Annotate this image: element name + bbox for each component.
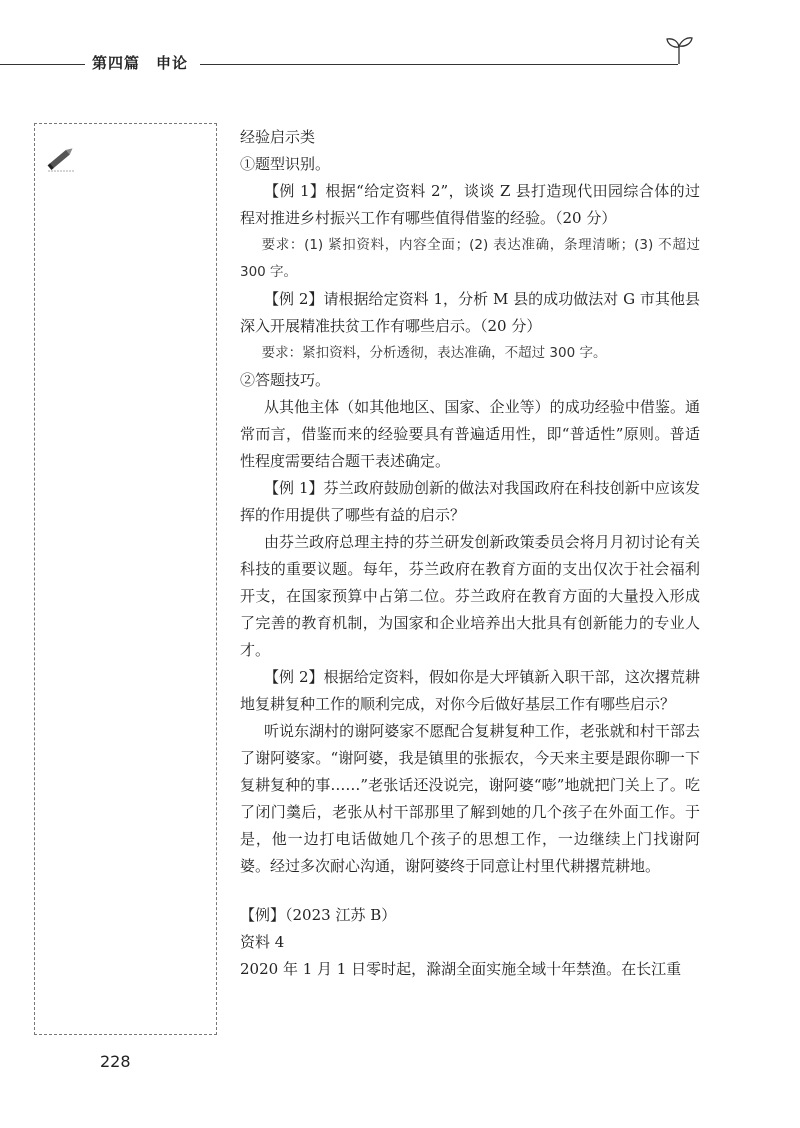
material-label: 资料 4 xyxy=(240,933,285,951)
example-paragraph: 【例 1】芬兰政府鼓励创新的做法对我国政府在科技创新中应该发挥的作用提供了哪些有益的启示？ xyxy=(240,479,700,524)
example-paragraph: 【例 2】根据给定资料，假如你是大坪镇新入职干部，这次撂荒耕地复耕复种工作的顺利完成，对你今后做好基层工作有哪些启示？ xyxy=(240,668,700,713)
example-paragraph: 【例 2】请根据给定资料 1，分析 M 县的成功做法对 G 市其他县深入开展精准扶贫工作有哪些启示。（20 分） xyxy=(240,290,700,335)
subheading-identification: ①题型识别。 xyxy=(240,155,331,173)
page-number: 228 xyxy=(100,1052,131,1071)
sprout-icon xyxy=(664,34,694,66)
header-rule-right xyxy=(200,64,678,65)
example-paragraph: 【例 1】根据“给定资料 2”，谈谈 Z 县打造现代田园综合体的过程对推进乡村振兴工作有哪些值得借鉴的经验。（20 分） xyxy=(240,182,700,227)
body-paragraph: 由芬兰政府总理主持的芬兰研发创新政策委员会将月月初讨论有关科技的重要议题。每年，芬兰政府在教育方面的支出仅次于社会福利开支，在国家预算中占第二位。芬兰政府在教育方面的大量投入形成了完善的教育机制，为国家和企业培养出大批具有创新能力的专业人才。 xyxy=(240,533,700,659)
section-title: 第四篇 申论 xyxy=(92,54,189,72)
body-paragraph: 听说东湖村的谢阿婆家不愿配合复耕复种工作，老张就和村干部去了谢阿婆家。“谢阿婆，我是镇里的张振农，今天来主要是跟你聊一下复耕复种的事……”老张话还没说完，谢阿婆“嘭”地就把门关上了。吃了闭门羹后，老张从村干部那里了解到她的几个孩子在外面工作。于是，他一边打电话做她几个孩子的思想工作，一边继续上门找谢阿婆。经过多次耐心沟通，谢阿婆终于同意让村里代耕撂荒耕地。 xyxy=(240,722,700,875)
requirements-text: 要求：(1) 紧扣资料，内容全面；(2) 表达准确，条理清晰；(3) 不超过 300 字。 xyxy=(240,237,700,280)
body-paragraph: 从其他主体（如其他地区、国家、企业等）的成功经验中借鉴。通常而言，借鉴而来的经验要具有普遍适用性，即“普适性”原则。普适性程度需要结合题干表述确定。 xyxy=(240,398,700,470)
category-heading: 经验启示类 xyxy=(240,128,316,146)
subheading-techniques: ②答题技巧。 xyxy=(240,371,331,389)
body-paragraph: 2020 年 1 月 1 日零时起，滁湖全面实施全域十年禁渔。在长江重 xyxy=(240,960,682,978)
pencil-icon xyxy=(44,144,78,174)
note-margin-box xyxy=(34,123,217,1035)
requirements-text: 要求：紧扣资料，分析透彻，表达准确，不超过 300 字。 xyxy=(261,345,607,361)
main-text xyxy=(240,124,700,983)
example-source: 【例】（2023 江苏 B） xyxy=(240,906,397,924)
header-rule-left xyxy=(0,64,85,65)
